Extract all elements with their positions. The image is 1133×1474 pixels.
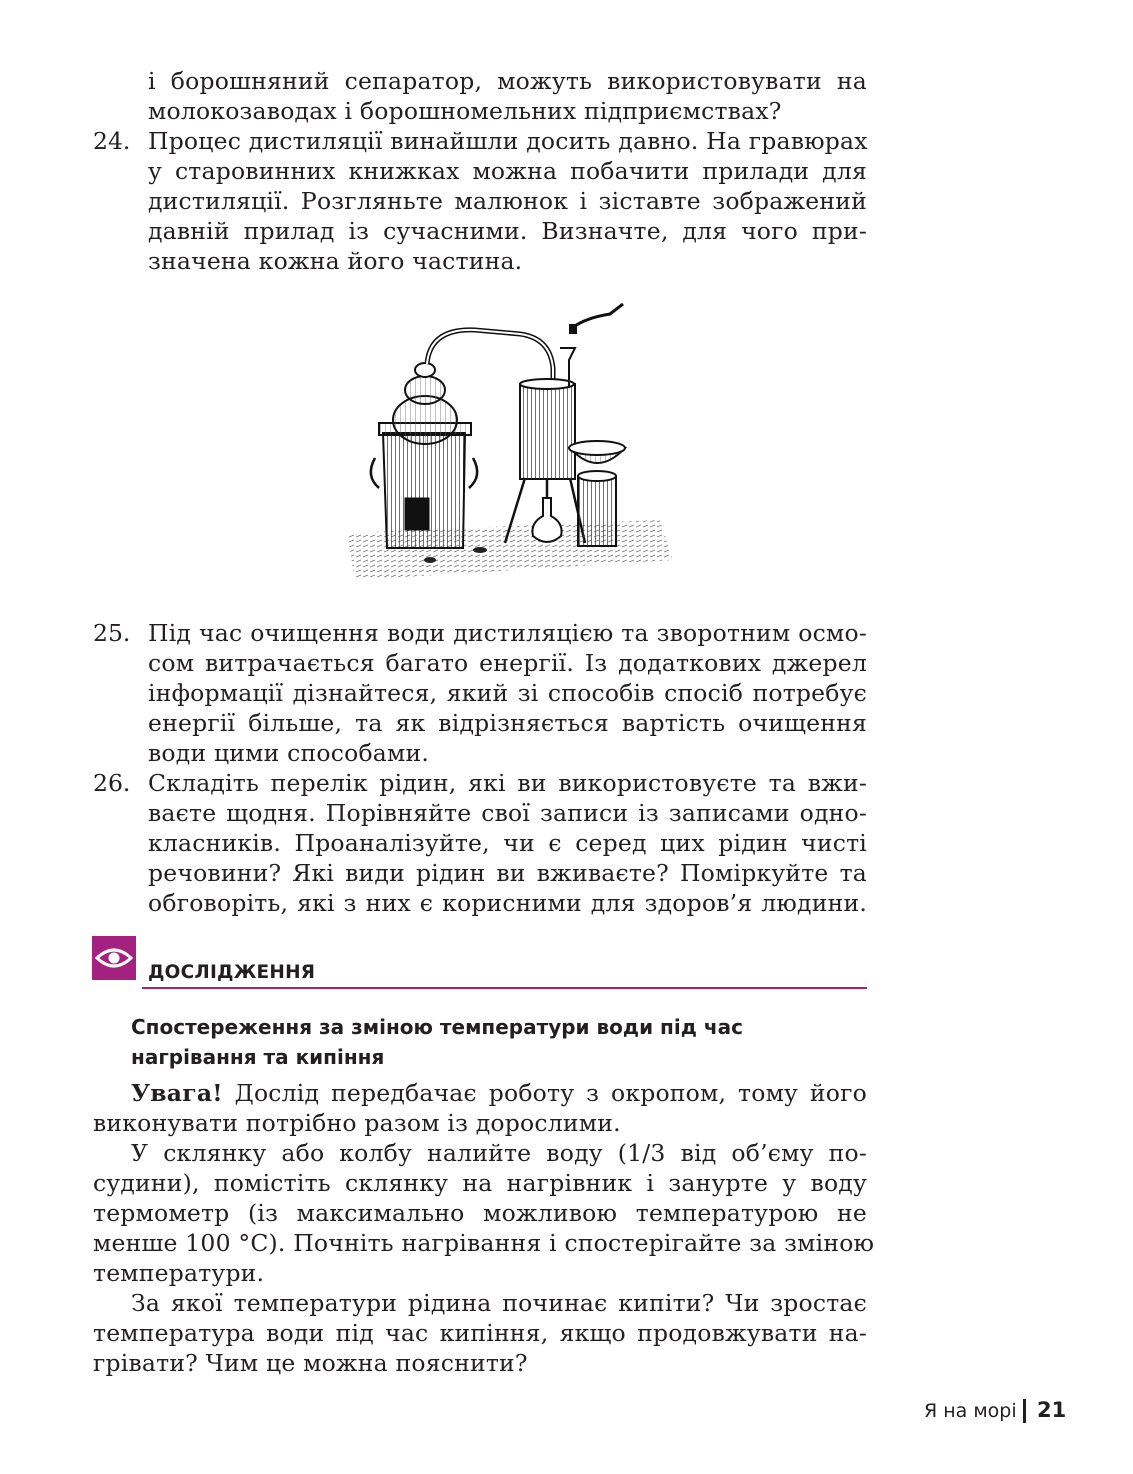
warning-line: [131, 1078, 867, 1108]
task-number: 26.: [93, 769, 131, 797]
research-paragraph-line: судини), помістіть склянку на нагрівник і занурте у воду: [93, 1169, 867, 1197]
task-26-line: Складіть перелік рідин, які ви використовуєте та вжи-: [148, 769, 867, 797]
intro-line: молокозаводах і борошномельних підприємствах?: [148, 97, 782, 125]
research-paragraph-line: менше 100 °С). Почніть нагрівання і спостерігайте за зміною: [93, 1229, 875, 1257]
task-26-line: ваєте щодня. Порівняйте свої записи із записами одно-: [148, 799, 867, 827]
research-paragraph-line: температура води під час кипіння, якщо продовжувати на-: [93, 1319, 867, 1347]
task-24-line: Процес дистиляції винайшли досить давно. На гравюрах: [148, 127, 868, 155]
intro-line: і борошняний сепаратор, можуть використовувати на: [148, 67, 867, 95]
research-heading: ДОСЛІДЖЕННЯ: [148, 962, 316, 983]
footer-section-title: Я на морі: [924, 1400, 1017, 1422]
footer-separator: [1023, 1399, 1026, 1423]
task-25-line: енергії більше, та як відрізняється вартість очищення: [148, 709, 867, 737]
research-divider: [142, 987, 867, 989]
task-25-line: води цими способами.: [148, 739, 430, 767]
research-icon-box: [92, 936, 136, 980]
task-25-line: сом витрачається багато енергії. Із додаткових джерел: [148, 649, 867, 677]
page-number: 21: [1037, 1398, 1067, 1422]
research-subtitle: Спостереження за зміною температури води під час: [131, 1015, 743, 1039]
warning-label: Увага!: [131, 1079, 223, 1107]
warning-line: виконувати потрібно разом із дорослими.: [93, 1109, 621, 1137]
task-number: 25.: [93, 619, 131, 647]
task-number: 24.: [93, 127, 131, 155]
task-24-line: у старовинних книжках можна побачити прилади для: [148, 157, 867, 185]
eye-icon: [92, 936, 136, 980]
task-24-line: давній прилад із сучасними. Визначте, для чого при-: [148, 217, 867, 245]
task-24-line: дистиляції. Розгляньте малюнок і зіставте зображений: [148, 187, 867, 215]
distillation-apparatus-illustration: [335, 298, 675, 583]
task-26-line: речовини? Які види рідин ви вживаєте? Поміркуйте та: [148, 859, 867, 887]
task-26-line: обговоріть, які з них є корисними для здоров’я людини.: [148, 889, 867, 917]
research-paragraph-line: За якої температури рідина починає кипіти? Чи зростає: [131, 1289, 867, 1317]
research-paragraph-line: грівати? Чим це можна пояснити?: [93, 1349, 528, 1377]
task-26-line: класників. Проаналізуйте, чи є серед цих рідин чисті: [148, 829, 867, 857]
research-subtitle: нагрівання та кипіння: [131, 1045, 385, 1069]
task-25-line: інформації дізнайтеся, який зі способів спосіб потребує: [148, 679, 867, 707]
research-paragraph-line: термометр (із максимально можливою температурою не: [93, 1199, 867, 1227]
research-paragraph-line: температури.: [93, 1259, 265, 1287]
task-24-line: значена кожна його частина.: [148, 247, 523, 275]
warning-text: Дослід передбачає роботу з окропом, тому його: [222, 1079, 867, 1107]
task-25-line: Під час очищення води дистиляцією та зворотним осмо-: [148, 619, 867, 647]
research-paragraph-line: У склянку або колбу налийте воду (1/3 від об’єму по-: [131, 1139, 867, 1167]
